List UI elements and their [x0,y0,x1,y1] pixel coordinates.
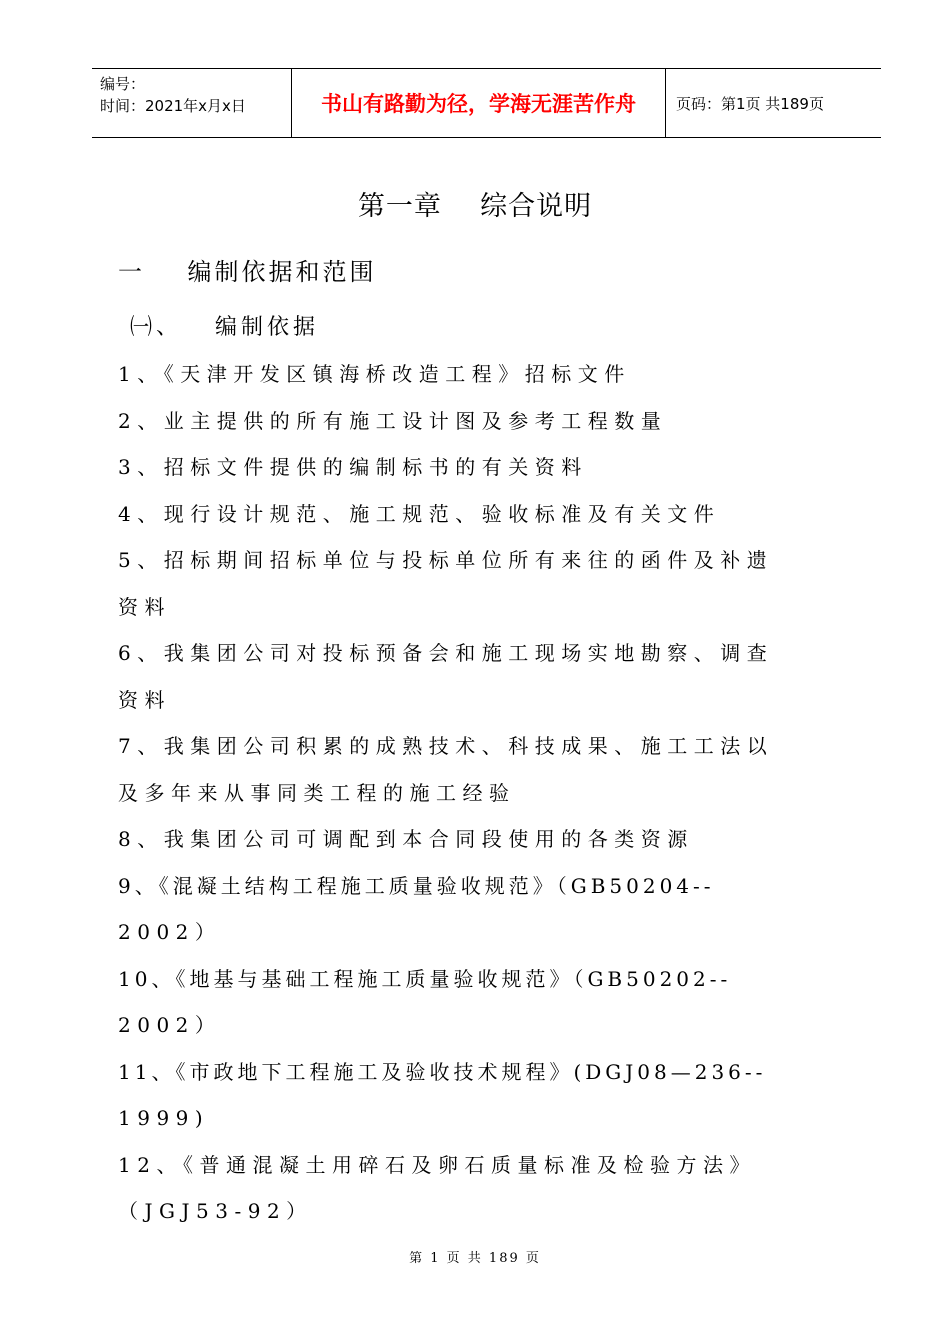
body-line: 9、《混凝土结构工程施工质量验收规范》（GB50204-- [118,873,715,898]
body-line: 资料 [118,594,171,619]
header-middle-cell [292,69,666,137]
page-info: 页码：第1页 共189页 [676,94,824,113]
body-line: 11、《市政地下工程施工及验收技术规程》(DGJ08—236-- [118,1059,767,1084]
motto-text: 书山有路勤为径，学海无涯苦作舟 [321,92,636,116]
body-line: 及多年来从事同类工程的施工经验 [118,780,516,805]
page-footer: 第 1 页 共 189 页 [409,1251,541,1266]
body-line: 1、《天津开发区镇海桥改造工程》招标文件 [118,362,631,386]
body-line: 12、《普通混凝土用碎石及卵石质量标准及检验方法》 [118,1152,756,1177]
body-line: 2002） [118,1013,222,1037]
chapter-title [0,184,950,223]
chapter-title-text: 第一章 综合说明 [357,191,593,222]
body-line: 5、招标期间招标单位与投标单位所有来往的函件及补遗 [118,548,774,572]
header-left-cell [92,69,292,137]
body-line: 8、我集团公司可调配到本合同段使用的各类资源 [118,827,694,851]
body-line: 资料 [118,687,171,712]
body-line: 4、现行设计规范、施工规范、验收标准及有关文件 [118,501,721,526]
subsection-title: ㈠、 编制依据 [130,315,319,340]
body-line: （JGJ53-92） [118,1199,313,1223]
body-line: 10、《地基与基础工程施工质量验收规范》（GB50202-- [118,966,732,991]
body-line: 2、业主提供的所有施工设计图及参考工程数量 [118,408,668,433]
number-label: 编号： [100,75,146,93]
document-body [118,351,858,1235]
body-line: 3、招标文件提供的编制标书的有关资料 [118,455,588,479]
body-line: 1999) [118,1106,210,1130]
section-title: 一 编制依据和范围 [118,258,377,286]
body-line: 6、我集团公司对投标预备会和施工现场实地勘察、调查 [118,641,774,665]
body-line: 7、我集团公司积累的成熟技术、科技成果、施工工法以 [118,734,774,758]
header-table [92,68,881,138]
time-label: 时间：2021年x月x日 [100,97,246,115]
body-line: 2002） [118,920,222,944]
header-right-cell [666,69,881,137]
